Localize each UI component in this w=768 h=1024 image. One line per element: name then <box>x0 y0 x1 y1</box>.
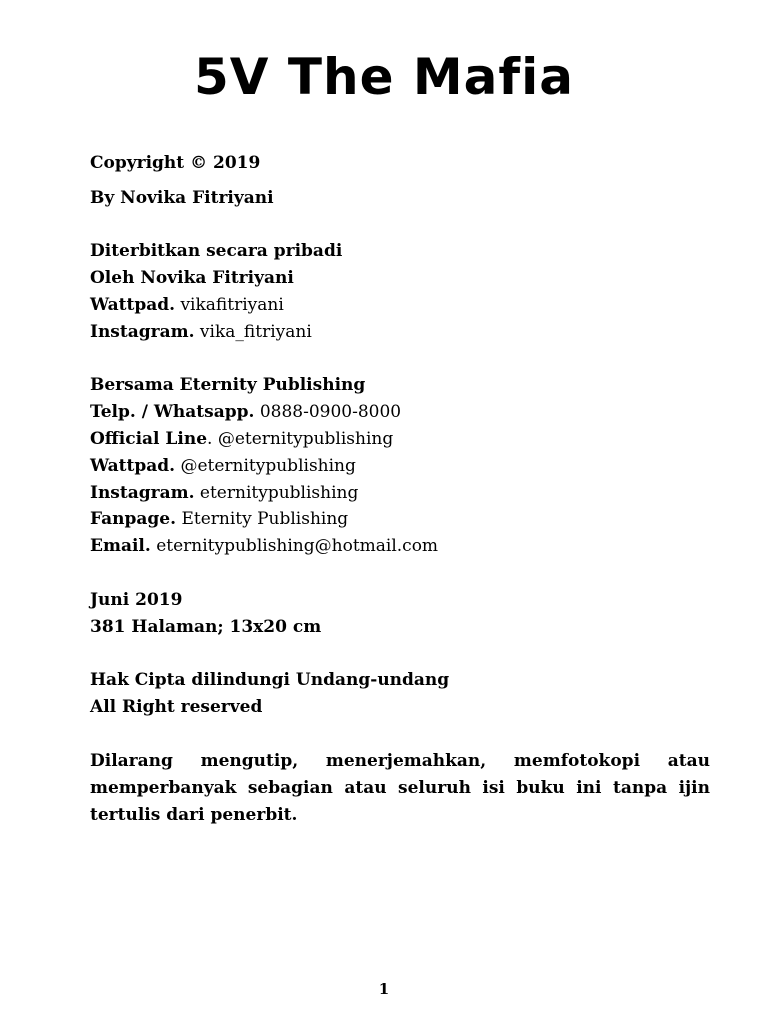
copying-notice: Dilarang mengutip, menerjemahkan, memfotokopi atau memperbanyak sebagian atau seluruh isi buku ini tanpa ijin tertulis dari penerbit. <box>90 750 710 825</box>
publisher-phone-label: Telp. / Whatsapp. <box>90 402 255 423</box>
spacer <box>90 721 710 748</box>
copyright-line: Copyright © 2019 <box>90 153 261 173</box>
publisher-phone-value: 0888-0900-8000 <box>254 402 402 423</box>
publisher-official-line-value: . @eternitypublishing <box>207 428 394 449</box>
spacer <box>90 346 710 373</box>
publisher-wattpad-value: @eternitypublishing <box>175 455 356 476</box>
spacer <box>90 212 710 239</box>
publisher-wattpad <box>90 453 710 480</box>
publisher-instagram-value: eternitypublishing <box>194 482 359 503</box>
edition-date: Juni 2019 <box>90 589 183 610</box>
page-number: 1 <box>378 980 390 998</box>
publisher-fanpage <box>90 506 710 533</box>
author-instagram-value: vika_fitriyani <box>194 321 312 342</box>
published-by-line: Oleh Novika Fitriyani <box>90 268 294 289</box>
book-title: 5V The Mafia <box>193 48 575 106</box>
publisher-phone <box>90 399 710 426</box>
rights-line-2: All Right reserved <box>90 696 263 717</box>
publisher-instagram <box>90 480 710 507</box>
author-wattpad-label: Wattpad. <box>90 294 176 315</box>
publisher-heading: Bersama Eternity Publishing <box>90 375 366 396</box>
publisher-instagram-label: Instagram. <box>90 482 195 503</box>
author-wattpad <box>90 292 710 319</box>
self-published-line: Diterbitkan secara pribadi <box>90 241 343 262</box>
author-wattpad-value: vikafitriyani <box>175 294 284 315</box>
publisher-email-label: Email. <box>90 536 151 557</box>
publisher-email-value: eternitypublishing@hotmail.com <box>150 536 439 557</box>
spacer <box>90 640 710 667</box>
edition-pages: 381 Halaman; 13x20 cm <box>90 616 322 637</box>
publisher-official-line-label: Official Line <box>90 428 208 449</box>
author-instagram <box>90 319 710 346</box>
publisher-email <box>90 533 710 560</box>
publisher-official-line <box>90 426 710 453</box>
spacer <box>90 560 710 587</box>
copyright-page-content <box>90 150 710 829</box>
publisher-wattpad-label: Wattpad. <box>90 455 176 476</box>
publisher-fanpage-label: Fanpage. <box>90 509 177 530</box>
publisher-fanpage-value: Eternity Publishing <box>176 509 349 530</box>
author-line: By Novika Fitriyani <box>90 187 274 208</box>
rights-line-1: Hak Cipta dilindungi Undang-undang <box>90 670 450 691</box>
author-instagram-label: Instagram. <box>90 321 195 342</box>
